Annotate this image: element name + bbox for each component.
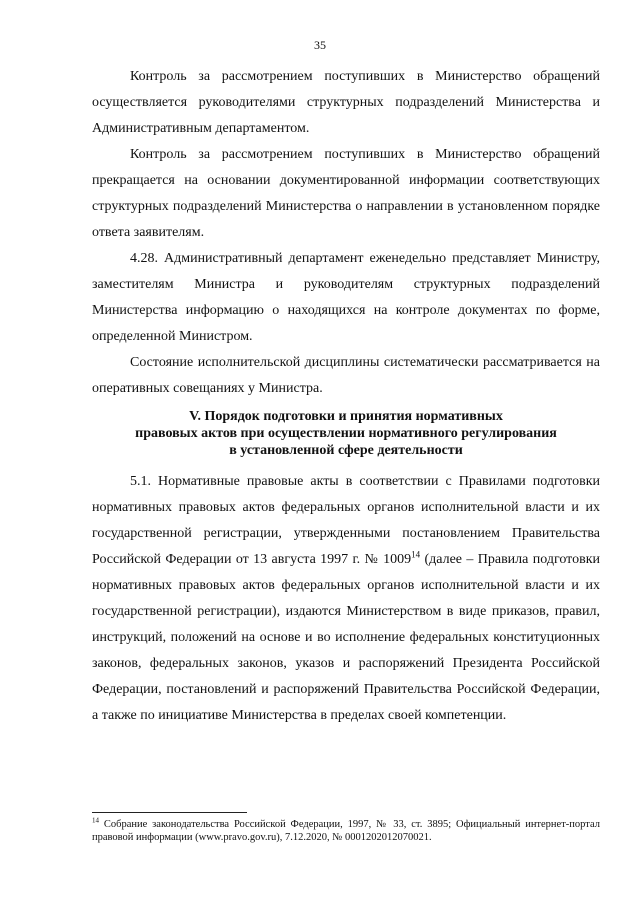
paragraph: Контроль за рассмотрением поступивших в Министерство обращений прекращается на основании документированной информации соответствующих структурных подразделений Министерства о направлении в установленном порядке ответа заявителям. [92, 147, 600, 240]
page-number: 35 [314, 38, 326, 52]
section-heading-line: в установленной сфере деятельности [229, 443, 463, 458]
paragraph-5-1-text-end: (далее – Правила подготовки нормативных правовых актов федеральных органов исполнительной власти и их государственной регистрации), издаются Министерством в виде приказов, правил, инструкций, положений на основе и во исполнение федеральных конституционных законов, федеральных законов, указов и распоряжений Президента Российской Федерации, постановлений и распоряжений Правительства Российской Федерации, а также по инициативе Министерства в пределах своей компетенции. [92, 552, 600, 723]
footnote [92, 818, 600, 844]
section-heading-line: V. Порядок подготовки и принятия нормативных [189, 409, 503, 424]
section-heading [92, 408, 600, 459]
footnote-divider [92, 812, 247, 813]
paragraph: 4.28. Административный департамент еженедельно представляет Министру, заместителям Министра и руководителям структурных подразделений Министерства информацию о находящихся на контроле документах по форме, определенной Министром. [92, 251, 600, 344]
footnote-text: Собрание законодательства Российской Федерации, 1997, № 33, ст. 3895; Официальный интернет-портал правовой информации (www.pravo.gov.ru), 7.12.2020, № 0001202012070021. [92, 819, 600, 843]
section-heading-line: правовых актов при осуществлении нормативного регулирования [135, 426, 557, 441]
footnote-reference[interactable]: 14 [411, 549, 421, 560]
paragraph-5-1-text-start: 5.1. Нормативные правовые акты в соответствии с Правилами подготовки нормативных правовых актов федеральных органов исполнительной власти и их государственной регистрации, утвержденными постановлением Правительства Российской Федерации от 13 августа 1997 г. № 1009 [92, 474, 600, 567]
paragraph-5-1 [92, 469, 600, 729]
footnote-marker: 14 [92, 816, 99, 825]
document-body [92, 64, 600, 729]
paragraph: Состояние исполнительской дисциплины систематически рассматривается на оперативных совещаниях у Министра. [92, 355, 600, 396]
paragraph: Контроль за рассмотрением поступивших в Министерство обращений осуществляется руководителями структурных подразделений Министерства и Административным департаментом. [92, 69, 600, 136]
